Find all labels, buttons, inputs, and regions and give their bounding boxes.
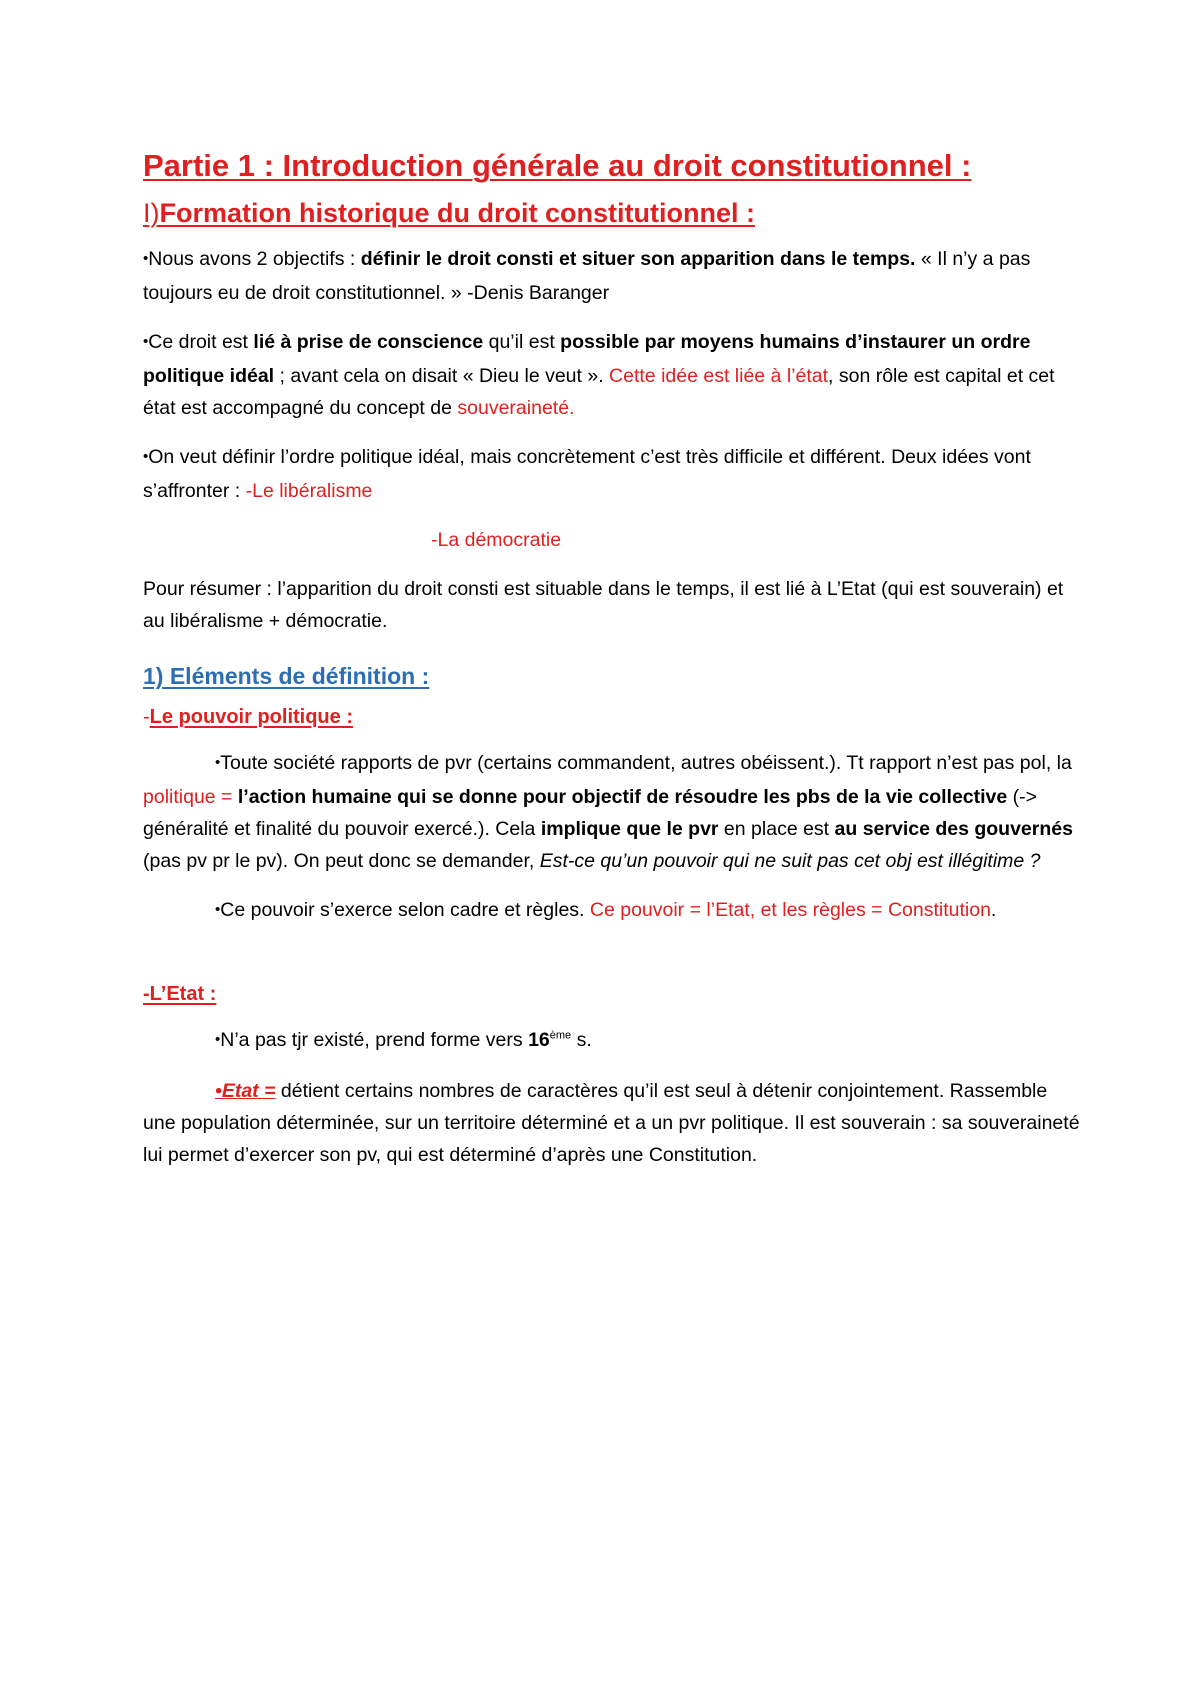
paragraph-etat-origine: •N’a pas tjr existé, prend forme vers 16ème s.: [215, 1029, 592, 1051]
bullet-icon: •: [215, 754, 221, 771]
paragraph-rapports-de-pouvoir: •Toute société rapports de pvr (certains commandent, autres obéissent.). Tt rapport n’est pas pol, la politique = l’action humaine qui se donne pour objectif de résoudre les pbs de la vie collective (-> généralité et finalité du pouvoir exercé.). Cela implique que le pvr en place est au service des gouvernés (pas pv pr le pv). On peut donc se demander, Est-ce qu’un pouvoir qui ne suit pas cet obj est illégitime ?: [143, 752, 1073, 872]
democratie-line: [143, 524, 1080, 556]
paragraph-summary: Pour résumer : l’apparition du droit consti est situable dans le temps, il est lié à L’Etat (qui est souverain) et au libéralisme + démocratie.: [143, 578, 1064, 632]
spacer: [143, 945, 1080, 983]
paragraph-objectives: •Nous avons 2 objectifs : définir le droit consti et situer son apparition dans le temps. « Il n’y a pas toujours eu de droit constitutionnel. » -Denis Baranger: [143, 248, 1031, 304]
bullet-icon: •: [143, 448, 149, 465]
liberalisme-label: -Le libéralisme: [245, 480, 373, 502]
democratie-label: -La démocratie: [431, 529, 562, 551]
page-title: Partie 1 : Introduction générale au droit constitutionnel :: [143, 148, 972, 183]
bullet-icon: •: [143, 333, 149, 350]
paragraph-prise-de-conscience: •Ce droit est lié à prise de conscience qu’il est possible par moyens humains d’instaurer un ordre politique idéal ; avant cela on disait « Dieu le veut ». Cette idée est liée à l’état, son rôle est capital et cet état est accompagné du concept de souveraineté.: [143, 331, 1055, 419]
bullet-icon: •: [143, 250, 149, 267]
section-heading-formation: [143, 198, 1080, 229]
paragraph-ordre-politique: •On veut définir l’ordre politique idéal, mais concrètement c’est très difficile et différent. Deux idées vont s’affronter : -Le libéralisme: [143, 446, 1031, 502]
heading-l-etat: -L’Etat :: [143, 983, 217, 1005]
heading-pouvoir-politique: -Le pouvoir politique :: [143, 706, 353, 728]
bullet-icon: •: [215, 1031, 221, 1048]
section-number: I): [143, 198, 160, 228]
etat-term: •Etat =: [215, 1080, 276, 1102]
section-title: Formation historique du droit constitutionnel :: [159, 198, 755, 228]
bullet-icon: •: [215, 901, 221, 918]
paragraph-etat-definition: •Etat = détient certains nombres de caractères qu’il est seul à détenir conjointement. Rassemble une population déterminée, sur un territoire déterminé et a un pvr politique. Il est souverain : sa souveraineté lui permet d’exercer son pv, qui est déterminé d’après une Constitution.: [143, 1080, 1080, 1166]
paragraph-cadre-et-regles: •Ce pouvoir s’exerce selon cadre et règles. Ce pouvoir = l’Etat, et les règles = Constitution.: [215, 899, 997, 921]
subsection-heading-definition: 1) Eléments de définition :: [143, 663, 430, 689]
